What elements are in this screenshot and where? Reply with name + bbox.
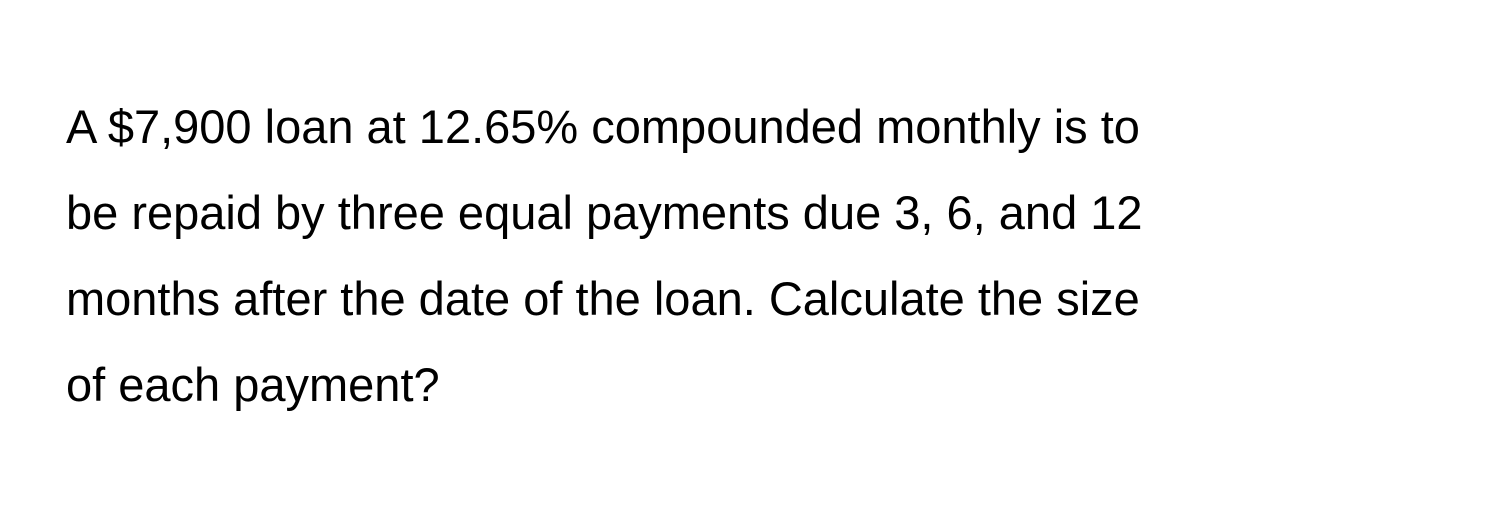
question-text [66, 84, 1466, 428]
question-line-3: months after the date of the loan. Calculate the size [66, 272, 1140, 325]
question-line-4: of each payment? [66, 358, 440, 411]
question-line-1: A $7,900 loan at 12.65% compounded monthly is to [66, 100, 1140, 153]
question-line-2: be repaid by three equal payments due 3, 6, and 12 [66, 186, 1143, 239]
